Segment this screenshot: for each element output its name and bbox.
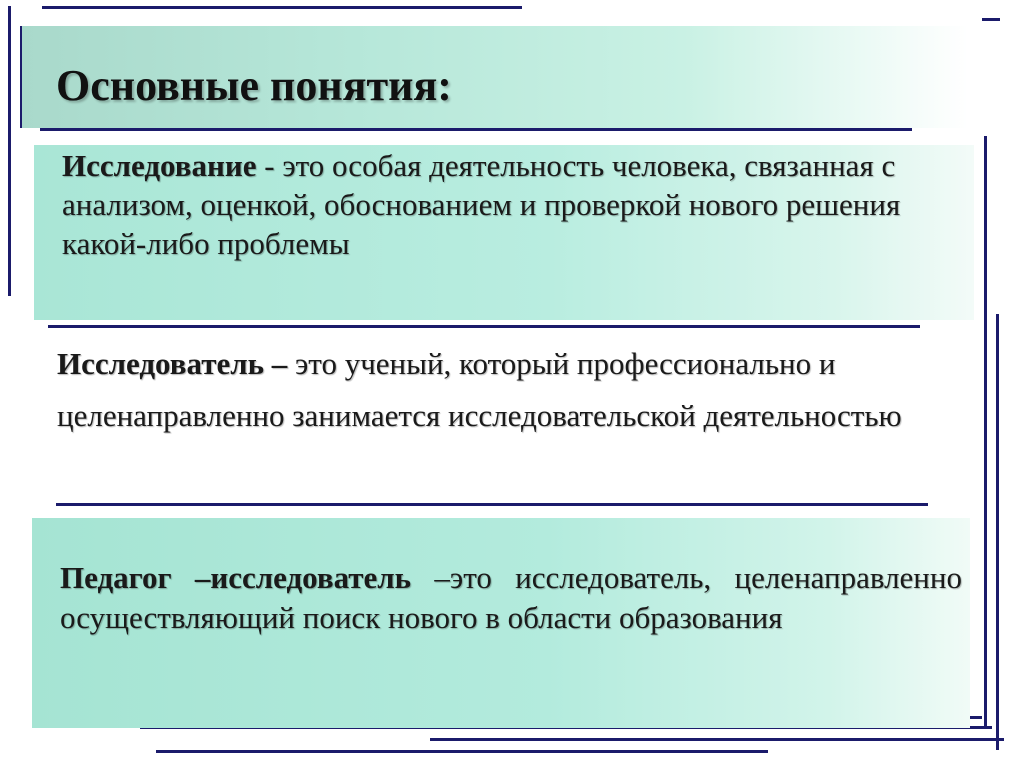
- definition-teacher-researcher-text: –это исследователь, целенаправленно осуществляющий поиск нового в области образования: [60, 560, 962, 635]
- slide-title: Основные понятия:: [56, 61, 452, 110]
- term-researcher: Исследователь –: [57, 346, 288, 381]
- frame-line: [984, 136, 987, 726]
- frame-line: [48, 325, 920, 328]
- term-teacher-researcher: Педагог –исследователь: [60, 560, 412, 595]
- definition-researcher-text: это ученый, который профессионально и целенаправленно занимается исследовательской деятельностью: [57, 346, 902, 433]
- frame-line: [982, 18, 1000, 21]
- term-research: Исследование: [62, 148, 257, 183]
- frame-line: [56, 503, 928, 506]
- definition-teacher-researcher: [60, 558, 962, 638]
- frame-line: [8, 6, 11, 296]
- frame-line: [996, 314, 999, 750]
- frame-line: [40, 128, 912, 131]
- definition-research-text: - это особая деятельность человека, связанная с анализом, оценкой, обоснованием и проверкой нового решения какой-либо проблемы: [62, 148, 901, 261]
- frame-line: [156, 750, 768, 753]
- frame-line: [42, 6, 522, 9]
- frame-line: [430, 738, 1004, 741]
- definition-researcher: [57, 338, 957, 442]
- definition-research: [62, 146, 962, 263]
